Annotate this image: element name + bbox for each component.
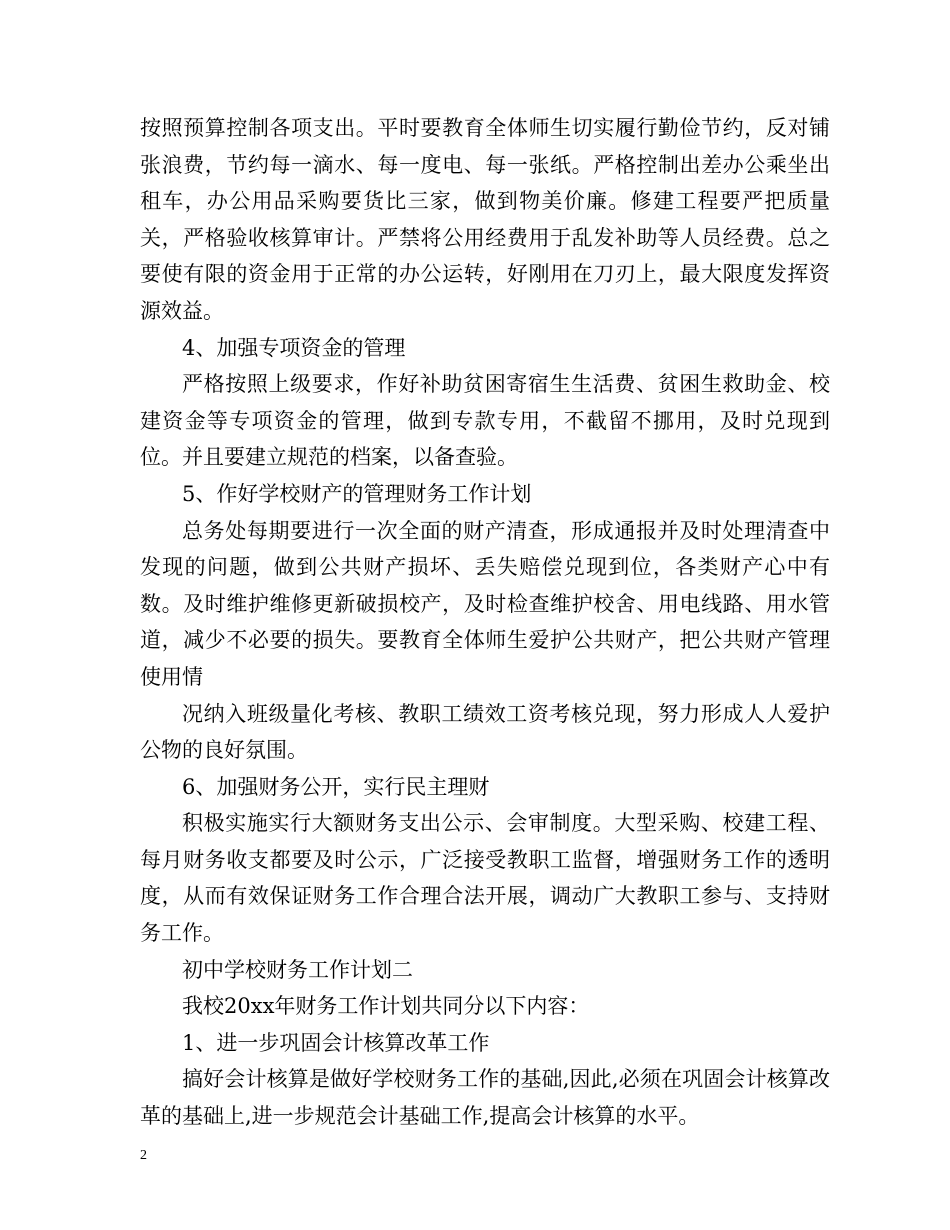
page-number: 2	[140, 1148, 147, 1163]
heading-financial-openness: 6、加强财务公开，实行民主理财	[182, 774, 490, 799]
paragraph-budget-control: 按照预算控制各项支出。平时要教育全体师生切实履行勤俭节约，反对铺张浪费，节约每一滴水、每一度电、每一张纸。严格控制出差办公乘坐出租车，办公用品采购要货比三家，做到物美价廉。修建工程要严把质量关，严格验收核算审计。严禁将公用经费用于乱发补助等人员经费。总之要使有限的资金用于正常的办公运转，好刚用在刀刃上，最大限度发挥资源效益。	[140, 116, 830, 323]
paragraph-accounting-reform: 搞好会计核算是做好学校财务工作的基础,因此,必须在巩固会计核算改革的基础上,进一步规范会计基础工作,提高会计核算的水平。	[140, 1067, 830, 1129]
heading-accounting-reform: 1、进一步巩固会计核算改革工作	[182, 1030, 490, 1055]
paragraph-property-assessment: 况纳入班级量化考核、教职工绩效工资考核兑现，努力形成人人爱护公物的良好氛围。	[140, 701, 830, 763]
paragraph-property-inventory: 总务处每期要进行一次全面的财产清查，形成通报并及时处理清查中发现的问题，做到公共财产损坏、丢失赔偿兑现到位，各类财产心中有数。及时维护维修更新破损校产，及时检查维护校舍、用电线路、用水管道，减少不必要的损失。要教育全体师生爱护公共财产，把公共财产管理使用情	[140, 518, 830, 689]
paragraph-special-funds: 严格按照上级要求，作好补助贫困寄宿生生活费、贫困生救助金、校建资金等专项资金的管理，做到专款专用，不截留不挪用，及时兑现到位。并且要建立规范的档案，以备查验。	[140, 372, 830, 470]
paragraph-plan-intro: 我校20xx年财务工作计划共同分以下内容：	[182, 994, 590, 1019]
paragraph-financial-openness: 积极实施实行大额财务支出公示、会审制度。大型采购、校建工程、每月财务收支都要及时公示，广泛接受教职工监督，增强财务工作的透明度，从而有效保证财务工作合理合法开展，调动广大教职工参与、支持财务工作。	[140, 811, 830, 946]
section-title-plan-two: 初中学校财务工作计划二	[182, 957, 413, 982]
heading-property-management: 5、作好学校财产的管理财务工作计划	[182, 481, 532, 506]
heading-special-funds: 4、加强专项资金的管理	[182, 335, 406, 360]
document-body	[140, 110, 830, 1135]
